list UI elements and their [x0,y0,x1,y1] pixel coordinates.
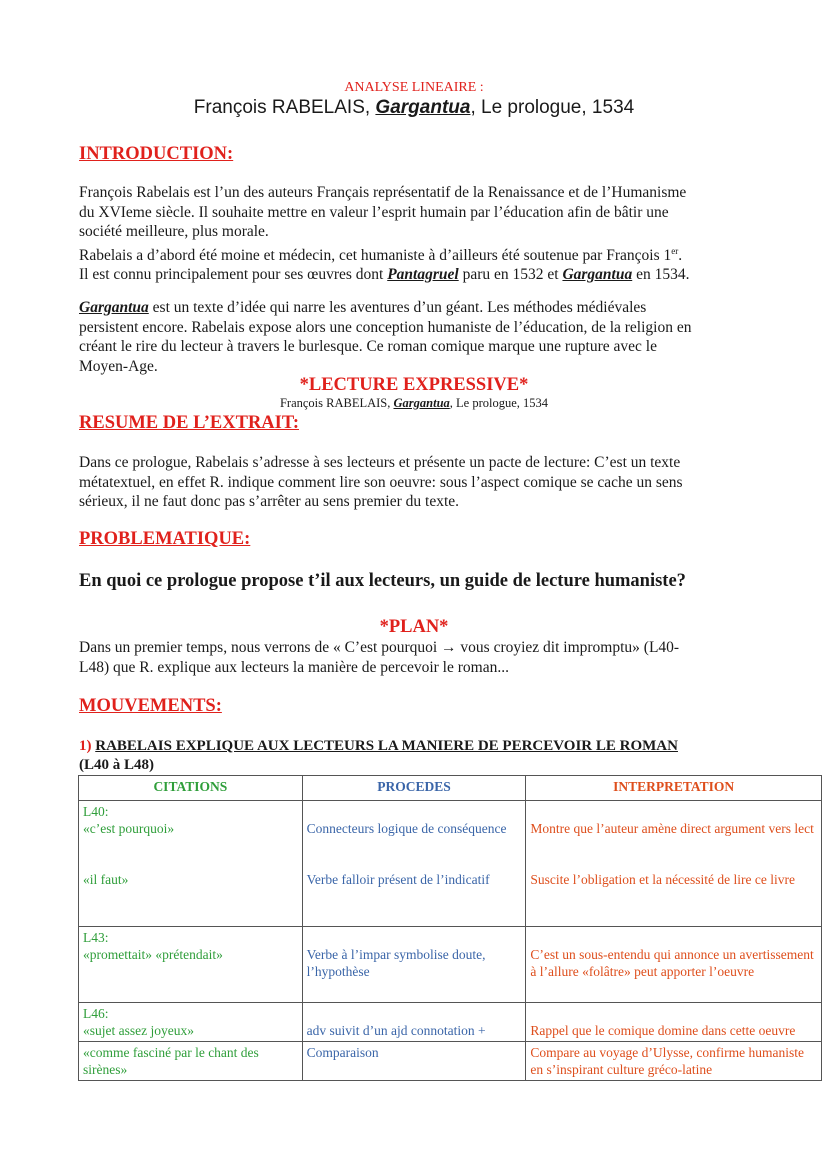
document-title: François RABELAIS, Gargantua, Le prologue, 1534 [193,97,635,118]
plan-heading: *PLAN* [379,617,449,637]
problematique-question: En quoi ce prologue propose t’il aux lecteurs, un guide de lecture humaniste? [79,571,686,591]
citation-cell: «comme fasciné par le chant des sirènes» [79,1042,303,1081]
lecture-subtitle: François RABELAIS, Gargantua, Le prologue, 1534 [279,396,549,410]
analysis-label: ANALYSE LINEAIRE : [344,80,484,95]
citation-cell: L43: «promettait» «prétendait» [79,927,303,1003]
procede-cell: Connecteurs logique de conséquence Verbe falloir présent de l’indicatif [302,801,526,927]
interpretation-cell: C’est un sous-entendu qui annonce un avertissement à l’allure «folâtre» peut apporter l’oeuvre [526,927,822,1003]
introduction-paragraph-2: Gargantua est un texte d’idée qui narre les aventures d’un géant. Les méthodes médiévales persistent encore. Rabelais expose alors une conception humaniste de l’éducation, de la religion en créant le rire du lecteur à travers le burlesque. Ce roman comique marque une rupture avec le Moyen-Age. [79,299,692,375]
interpretation-cell: Rappel que le comique domine dans cette oeuvre [526,1003,822,1042]
table-row [79,1003,822,1042]
table-row [79,801,822,927]
resume-heading: RESUME DE L’EXTRAIT: [79,413,299,433]
header-interpretation: INTERPRETATION [526,776,822,801]
interpretation-cell: Montre que l’auteur amène direct argument vers lect Suscite l’obligation et la nécessité de lire ce livre [526,801,822,927]
header-procedes: PROCEDES [302,776,526,801]
header-citations: CITATIONS [79,776,303,801]
title-work: Gargantua [375,97,471,118]
table-row [79,927,822,1003]
problematique-heading: PROBLEMATIQUE: [79,529,251,549]
introduction-heading: INTRODUCTION: [79,144,234,164]
mouvements-heading: MOUVEMENTS: [79,696,222,716]
resume-paragraph: Dans ce prologue, Rabelais s’adresse à ses lecteurs et présente un pacte de lecture: C’est un texte métatextuel, en effet R. indique comment lire son oeuvre: sous l’aspect comique se cache un sens sérieux, il ne faut donc pas s’arrêter au sens premier du texte. [79,454,683,510]
interpretation-cell: Compare au voyage d’Ulysse, confirme humaniste en s’inspirant culture gréco-latine [526,1042,822,1081]
table-row [79,1042,822,1081]
citation-cell: L46: «sujet assez joyeux» [79,1003,303,1042]
lecture-heading: *LECTURE EXPRESSIVE* [299,375,529,395]
citation-cell: L40: «c’est pourquoi» «il faut» [79,801,303,927]
analysis-table [78,775,822,1081]
procede-cell: adv suivit d’un ajd connotation + [302,1003,526,1042]
movement-1-range: (L40 à L48) [79,757,154,773]
plan-paragraph: Dans un premier temps, nous verrons de « C’est pourquoi → vous croyiez dit impromptu» (L40- L48) que R. explique aux lecteurs la manière de percevoir le roman... [79,639,680,676]
procede-cell: Verbe à l’impar symbolise doute, l’hypothèse [302,927,526,1003]
introduction-paragraph-1: François Rabelais est l’un des auteurs Français représentatif de la Renaissance et de l’Humanisme du XVIeme siècle. Il souhaite mettre en valeur l’esprit humain par l’éducation afin de bâtir une société meilleure, plus morale. Rabelais a d’abord été moine et médecin, cet humaniste à d’ailleurs été soutenue par François 1er. Il est connu principalement pour ses œuvres dont Pantagruel paru en 1532 et Gargantua en 1534. [79,184,690,284]
movement-1-title: 1) RABELAIS EXPLIQUE AUX LECTEURS LA MANIERE DE PERCEVOIR LE ROMAN [79,738,678,754]
procede-cell: Comparaison [302,1042,526,1081]
table-header-row [79,776,822,801]
